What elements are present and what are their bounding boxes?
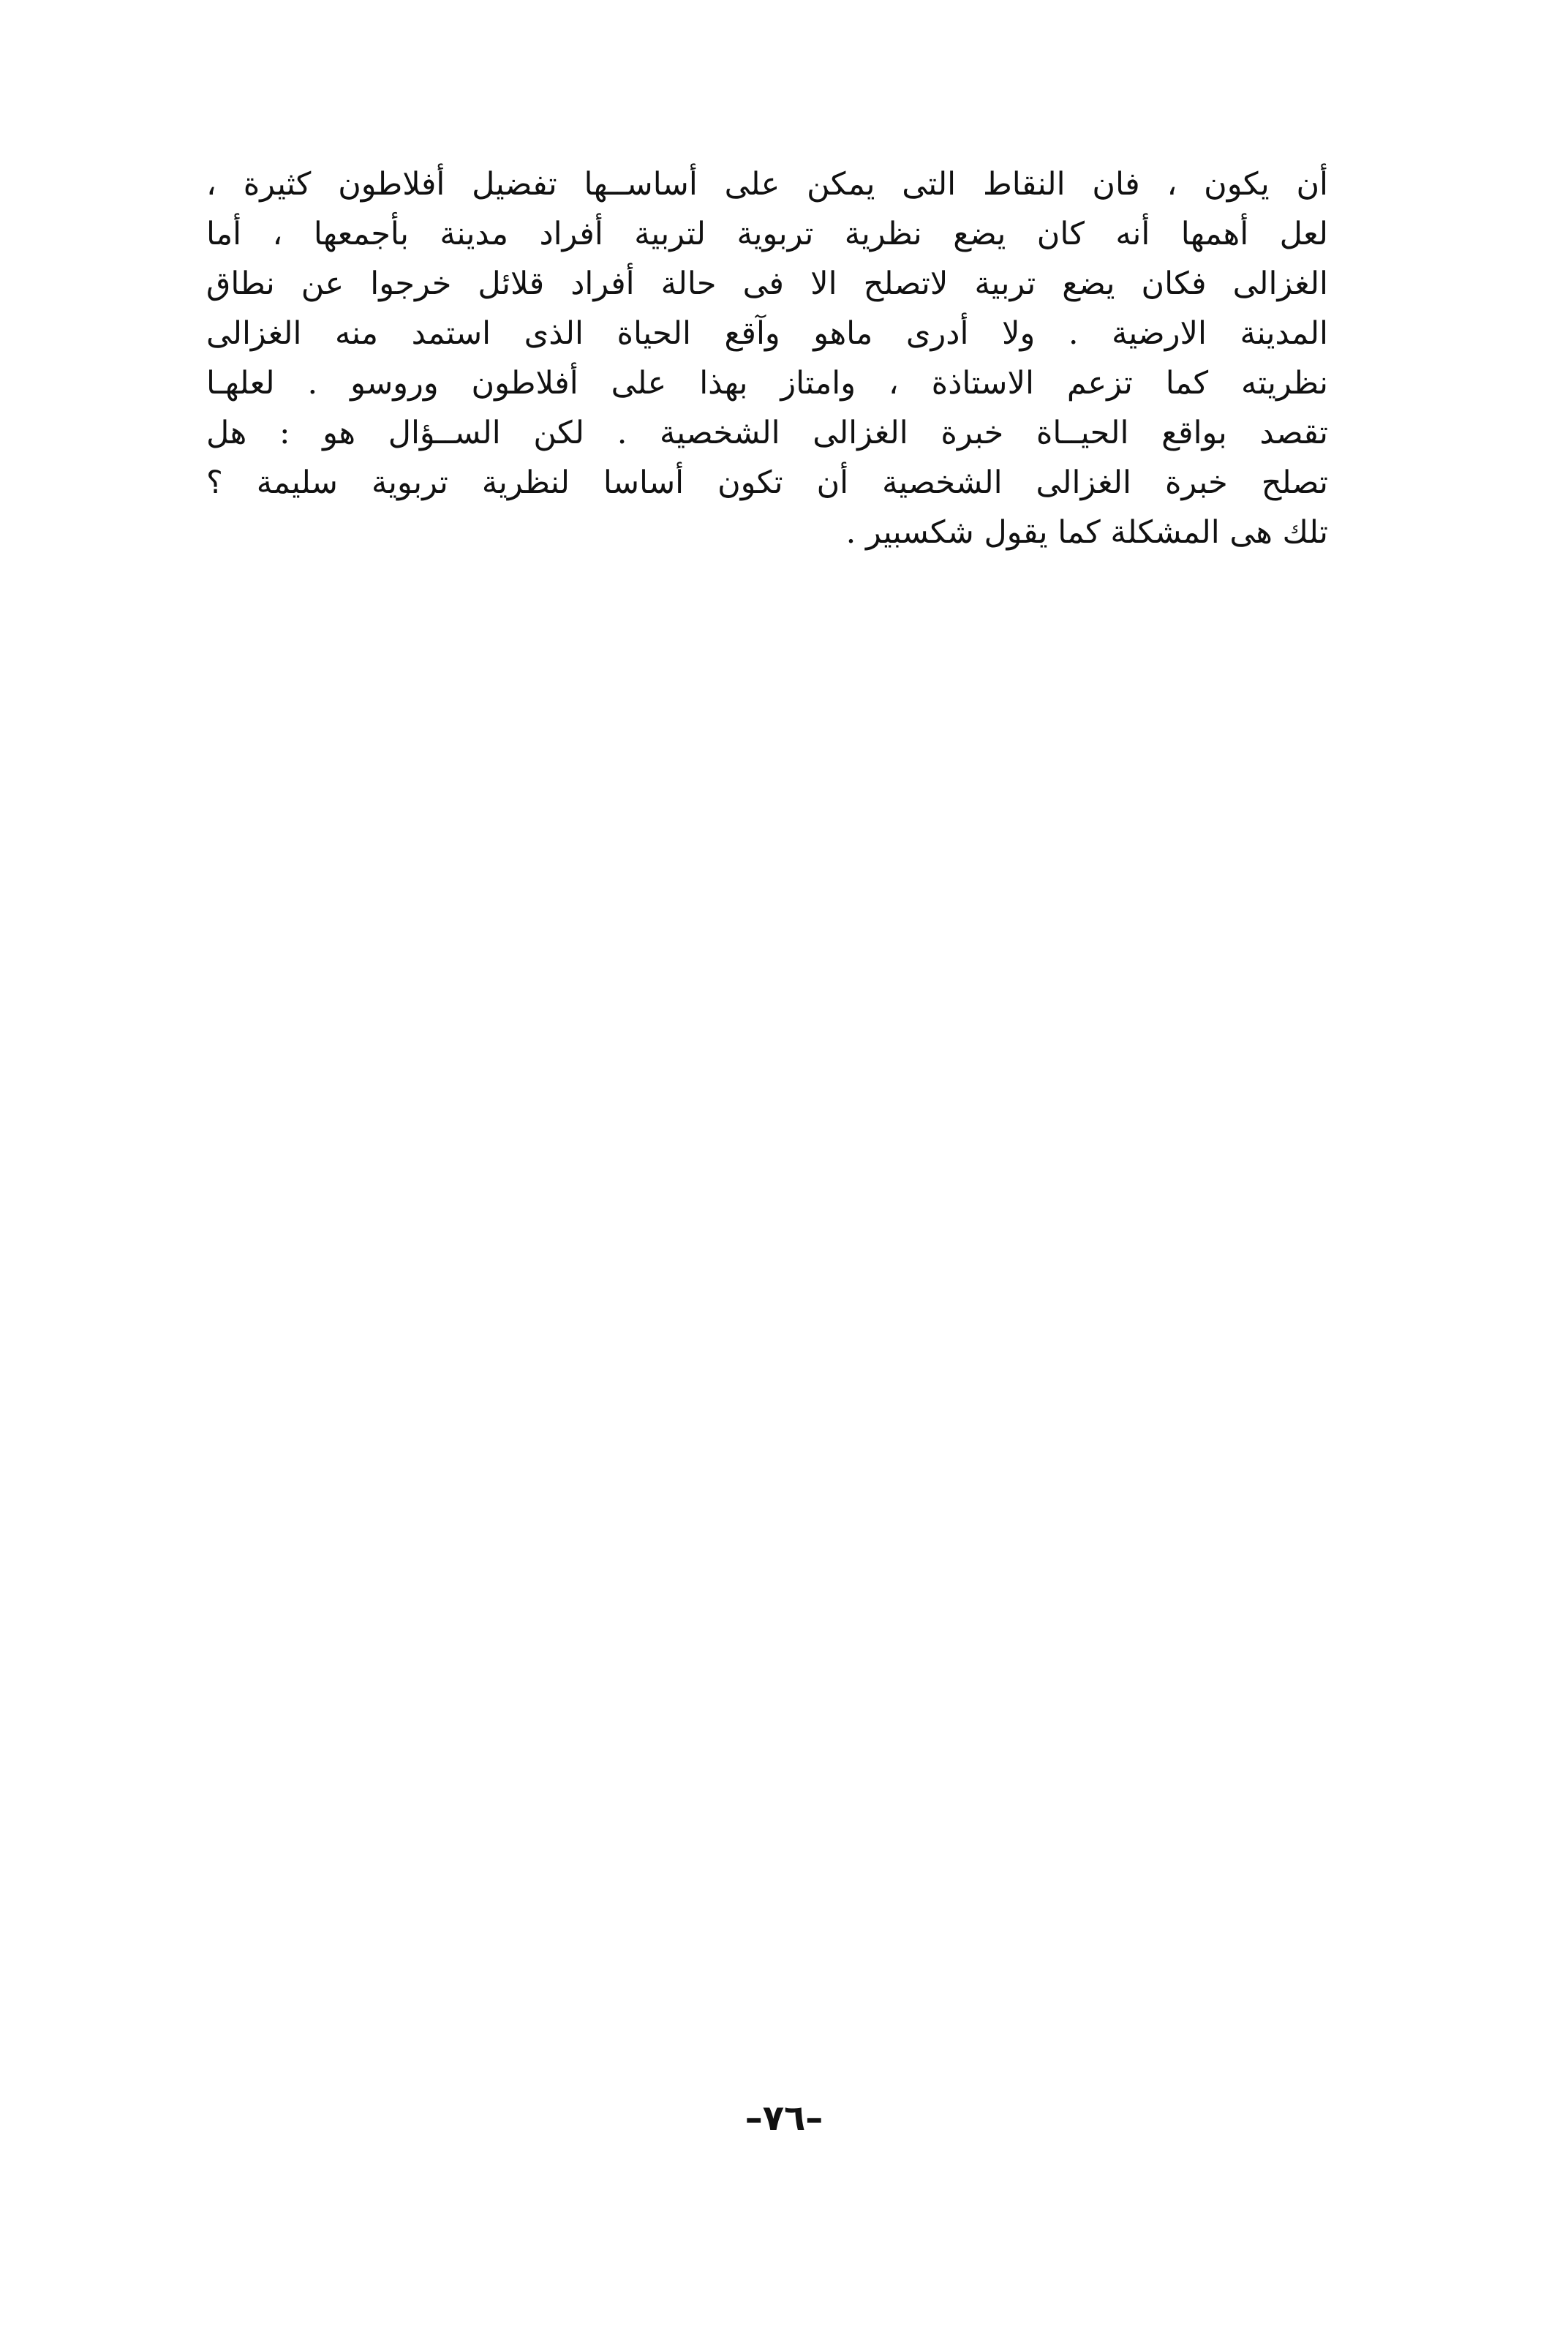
text-line: تقصد بواقع الحيــاة خبرة الغزالى الشخصية . لكن الســؤال هو : هل <box>206 415 1328 451</box>
page-number: –٧٦– <box>745 2098 823 2139</box>
text-line: المدينة الارضية . ولا أدرى ماهو وآقع الحياة الذى استمد منه الغزالى <box>206 315 1328 352</box>
text-line: الغزالى فكان يضع تربية لاتصلح الا فى حالة أفراد قلائل خرجوا عن نطاق <box>206 266 1328 302</box>
text-line: لعل أهمها أنه كان يضع نظرية تربوية لتربية أفراد مدينة بأجمعها ، أما <box>206 216 1328 252</box>
body-paragraph <box>206 159 1328 557</box>
text-line-last: تلك هى المشكلة كما يقول شكسبير . <box>845 514 1328 551</box>
text-line: تصلح خبرة الغزالى الشخصية أن تكون أساسا لنظرية تربوية سليمة ؟ <box>206 464 1328 501</box>
text-line: نظريته كما تزعم الاستاذة ، وامتاز بهذا على أفلاطون وروسو . لعلهـا <box>206 365 1328 402</box>
text-line: أن يكون ، فان النقاط التى يمكن على أساســها تفضيل أفلاطون كثيرة ، <box>206 166 1328 203</box>
